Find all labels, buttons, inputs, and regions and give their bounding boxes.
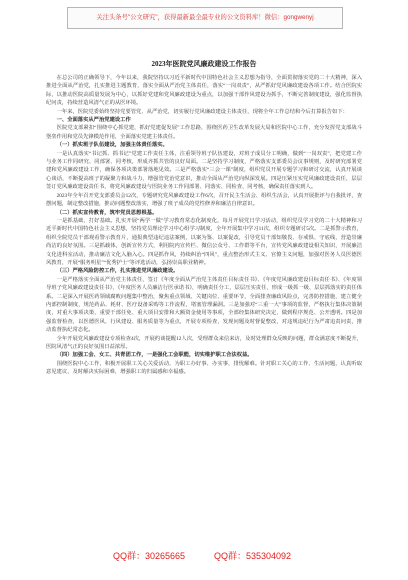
section-heading: 一、全面落实从严治党建设工作	[56, 117, 131, 124]
intro-paragraph: 在总公司的正确领导下，今年以来，我院坚持以习近平新时代中国特色社会主义思想为指导，全面贯彻落实党的二十大精神，深入推进全面从严治党，扎实推进主题教育，落实全面从严治党主体责任，落实“一岗双责”，从严抓好党风廉政建设各项工作。结合医院实际，以推动医院高质量发展为中心，以抓好党建和党风廉政建设为重点，以加强干部作风建设为抓手，不断完善制度建设，强化监督执纪问责，持续营造风清气正的从医环境。	[46, 75, 362, 107]
document-body	[46, 74, 362, 541]
document-title: 2023年医院党风廉政建设工作报告	[151, 60, 257, 68]
section-paragraph: 一是抓基础，打好基础。扎实开展“两学一做”学习教育常态化制度化，每月开展党日学习活动，组织党员学习党的二十大精神和习近平新时代中国特色社会主义思想，坚持党员理论学习中心组学习制度，全年开展集中学习11次，组织专题研讨5次。二是抓警示教育，组织全院党员干部观看警示教育片，通报典型违纪违法案例，以案为鉴、以案促改，引导党员干部知敬畏、存戒惧、守底线，营造崇廉尚洁的良好氛围。三是抓载体，创新宣传方式，利用院内宣传栏、微信公众号、工作群等平台，宣传党风廉政建设相关知识，开展廉洁文化进科室活动，推动廉洁文化入脑入心。四是抓作风，持续纠治“四风”，重点整治形式主义、官僚主义问题，加强对医务人员医德医风教育，开展“服务明星”“优秀护士”等评选活动，弘扬崇高职业精神。	[46, 217, 362, 266]
section-paragraph: 全年开展党风廉政建设专项检查4次，开展约谈提醒12人次，受理群众来信来访，及时处理群众反映的问题，群众满意度不断提升，医院风清气正的良好氛围日益浓厚。	[46, 335, 362, 350]
qq-group-2: QQ群：535304092	[214, 551, 292, 561]
section-paragraph: 一是严格落实全面从严治党主体责任，签订《年度全面从严治党主体责任目标责任书》、《年度党风廉政建设目标责任书》、《年度领导班子党风廉政建设责任书》、《年度医务人员廉洁行医承诺书》，明确责任分工，层层压实责任，形成一级抓一级、层层抓落实的责任体系。二是深入开展医药领域腐败问题集中整治，聚焦重点领域、关键岗位、重要环节，全面排查廉政风险点，完善防控措施，建立健全内部控制制度，规范药品、耗材、医疗设备采购等工作流程，堵塞管理漏洞。三是加强对“三重一大”事项的监督，严格执行集体决策制度，对重大事项决策、重要干部任免、重大项目安排和大额资金使用等事项，全部经集体研究决定，做到程序规范、公开透明。四是加强监督检查，以医德医风、行风建设、服务质量等为重点，开展专项检查，发现问题及时督促整改，对违规违纪行为严肃追责问责，推动监督执纪常态化。	[46, 276, 362, 334]
section-heading: （一）抓实班子队伍建设，加强主体责任落实。	[56, 142, 168, 149]
section-paragraph: 医院党支部紧扣“围绕中心抓党建，抓好党建促发展”工作思路，围绕医药卫生改革发展大局和医院中心工作，充分发挥党支部战斗堡垒作用和党员先锋模范作用，全面落实党建主体责任。	[46, 125, 362, 140]
section-paragraph: 一是认真落实“书记抓、抓书记”党建工作责任主体，注重领导班子队伍建设，对班子成员分工明确，做到“一岗双责”，把党建工作与业务工作同研究、同部署、同考核，形成齐抓共管的良好局面。二是坚持学习制度，严格落实支部委员会议事规则，及时研究部署党建和党风廉政建设工作，确保各项决策部署落地见效。三是严格落实“三会一课”制度，组织党员开展专题学习和研讨交流，认真开展谈心谈话，不断提高班子的凝聚力和战斗力，增强管党治党意识，推动全面从严治党向纵深发展。四是压紧压实党风廉政建设责任，层层签订党风廉政建设责任书，将党风廉政建设与医院业务工作同部署、同落实、同检查、同考核，确保责任落实到人。	[46, 150, 362, 191]
footer-contact	[0, 548, 408, 564]
qq-group-1: QQ群：30265665	[113, 551, 186, 561]
header-banner: 关注头条号"公文研究"，获得最新最全最专业的公文资料库！微信：gongwenyj	[67, 7, 343, 29]
section-heading: （四）加强工会、女工、共青团工作，一是强化工会职能，切实维护职工合法权益。	[56, 352, 253, 359]
intro-paragraph: 一年来，医院党委始终坚持党要管党、从严治党，切实履行党风廉政建设主体责任，现将全年工作总结和今后打算报告如下：	[56, 108, 348, 115]
section-paragraph: 2023年全年召开党支部委员会12次，专题研究党风廉政建设工作6次，召开民主生活会、组织生活会，认真开展批评与自我批评，查摆问题，制定整改措施，推动问题整改落实，增强了班子成员的党性修养和廉洁自律意识。	[46, 192, 362, 208]
section-heading: （二）抓实宣传教育，筑牢党员思想根基。	[56, 209, 158, 216]
section-paragraph: 围绕医院中心工作，积极开展职工关心关爱活动，为职工办好事、办实事，排忧解难。针对职工关心的工作、生活问题，认真听取意见建议，及时解决实际困难，增强职工的归属感和幸福感。	[46, 360, 362, 376]
section-heading: （三）严格风险防控工作，扎实推进党风廉政建设。	[56, 268, 179, 275]
